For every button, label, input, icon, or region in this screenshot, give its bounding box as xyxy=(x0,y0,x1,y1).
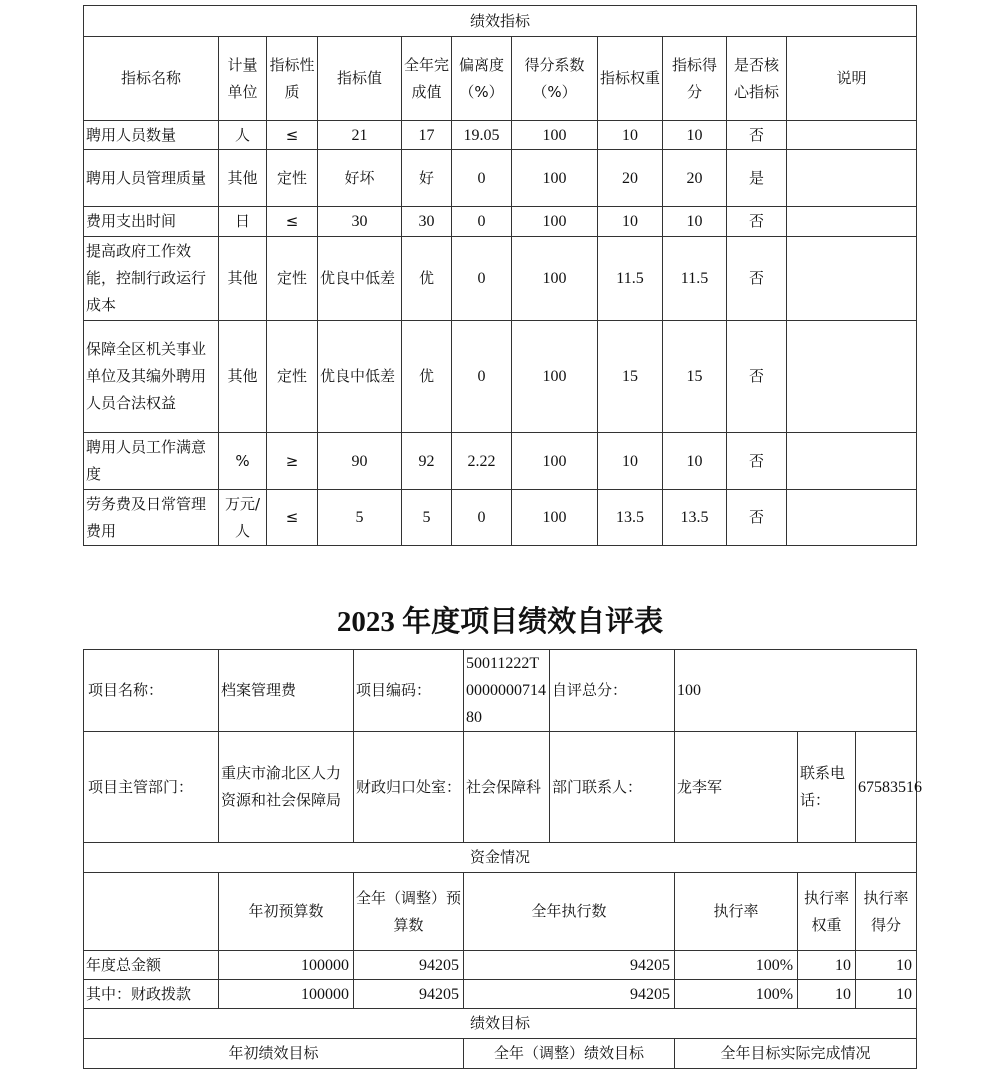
phone-number: 67583516 xyxy=(856,732,917,843)
table-cell: 保障全区机关事业单位及其编外聘用人员合法权益 xyxy=(84,321,219,433)
table-cell: 好 xyxy=(402,150,452,207)
table-cell: 30 xyxy=(318,207,402,237)
header-annual-execution: 全年执行数 xyxy=(464,873,675,951)
table-cell: ≤ xyxy=(267,490,318,546)
dept-label: 项目主管部门： xyxy=(84,732,219,843)
table-cell: 100 xyxy=(512,321,598,433)
header-execution-score: 执行率得分 xyxy=(856,873,917,951)
header-execution-weight: 执行率权重 xyxy=(798,873,856,951)
table-cell: 定性 xyxy=(267,150,318,207)
header-score-coefficient: 得分系数（%） xyxy=(512,37,598,121)
table-cell: 11.5 xyxy=(598,237,663,321)
table-cell: 100 xyxy=(512,433,598,490)
funds-row xyxy=(84,980,917,1009)
funds-cell: 94205 xyxy=(464,951,675,980)
table-cell: 100 xyxy=(512,237,598,321)
table-cell xyxy=(787,150,917,207)
header-is-core: 是否核心指标 xyxy=(727,37,787,121)
table-cell: 聘用人员管理质量 xyxy=(84,150,219,207)
table-cell: 其他 xyxy=(219,237,267,321)
table-cell: 优良中低差 xyxy=(318,321,402,433)
table-cell: 13.5 xyxy=(663,490,727,546)
funds-cell: 100% xyxy=(675,980,798,1009)
project-code-label: 项目编码： xyxy=(354,650,464,732)
funds-cell: 10 xyxy=(856,951,917,980)
funds-cell: 10 xyxy=(798,951,856,980)
table-cell: 11.5 xyxy=(663,237,727,321)
table-cell: 100 xyxy=(512,121,598,150)
header-initial-goal: 年初绩效目标 xyxy=(84,1039,464,1069)
funds-cell: 100000 xyxy=(219,951,354,980)
table-cell: 日 xyxy=(219,207,267,237)
goals-header-row xyxy=(84,1039,917,1069)
table-cell: 17 xyxy=(402,121,452,150)
table-cell: 10 xyxy=(598,207,663,237)
table-cell: 21 xyxy=(318,121,402,150)
table-row xyxy=(84,433,917,490)
table-cell: 万元/人 xyxy=(219,490,267,546)
performance-indicator-table xyxy=(83,5,917,546)
phone-label: 联系电话： xyxy=(798,732,856,843)
table-cell xyxy=(787,207,917,237)
table-cell: 好坏 xyxy=(318,150,402,207)
section-title-funds: 资金情况 xyxy=(84,843,917,873)
contact-person: 龙李军 xyxy=(675,732,798,843)
table-cell: 15 xyxy=(663,321,727,433)
table-cell: 5 xyxy=(318,490,402,546)
funds-cell: 94205 xyxy=(354,951,464,980)
header-initial-budget: 年初预算数 xyxy=(219,873,354,951)
table-cell: 10 xyxy=(663,121,727,150)
table-cell: 10 xyxy=(663,207,727,237)
table-row xyxy=(84,121,917,150)
dept-name: 重庆市渝北区人力资源和社会保障局 xyxy=(219,732,354,843)
table-cell: 100 xyxy=(512,207,598,237)
project-info-row xyxy=(84,650,917,732)
table-row xyxy=(84,207,917,237)
table-cell: 0 xyxy=(452,150,512,207)
contact-label: 部门联系人： xyxy=(550,732,675,843)
score-label: 自评总分： xyxy=(550,650,675,732)
header-annual-completion: 全年完成值 xyxy=(402,37,452,121)
table-cell: 0 xyxy=(452,237,512,321)
table-cell: 否 xyxy=(727,207,787,237)
funds-header-blank xyxy=(84,873,219,951)
table-cell: 10 xyxy=(663,433,727,490)
finance-office: 社会保障科 xyxy=(464,732,550,843)
table-row xyxy=(84,237,917,321)
header-score: 指标得分 xyxy=(663,37,727,121)
funds-row xyxy=(84,951,917,980)
department-info-row xyxy=(84,732,917,843)
table-cell: 其他 xyxy=(219,150,267,207)
table-cell: 0 xyxy=(452,490,512,546)
table-cell: 优 xyxy=(402,237,452,321)
table-cell xyxy=(787,433,917,490)
funds-cell: 100000 xyxy=(219,980,354,1009)
table-cell: 提高政府工作效能，控制行政运行成本 xyxy=(84,237,219,321)
table-cell: 否 xyxy=(727,433,787,490)
header-adjusted-goal: 全年（调整）绩效目标 xyxy=(464,1039,675,1069)
table-cell: 否 xyxy=(727,321,787,433)
table-cell: 20 xyxy=(663,150,727,207)
table-cell: 否 xyxy=(727,490,787,546)
header-deviation: 偏离度（%） xyxy=(452,37,512,121)
table-cell: 19.05 xyxy=(452,121,512,150)
table-cell: 聘用人员数量 xyxy=(84,121,219,150)
header-actual-completion: 全年目标实际完成情况 xyxy=(675,1039,917,1069)
funds-cell: 100% xyxy=(675,951,798,980)
funds-cell: 94205 xyxy=(354,980,464,1009)
table-cell: 否 xyxy=(727,121,787,150)
table-cell: 定性 xyxy=(267,237,318,321)
table-cell: ≥ xyxy=(267,433,318,490)
page-title: 2023 年度项目绩效自评表 xyxy=(336,606,664,638)
table-row xyxy=(84,150,917,207)
header-unit: 计量单位 xyxy=(219,37,267,121)
funds-cell: 94205 xyxy=(464,980,675,1009)
table-cell: ≤ xyxy=(267,207,318,237)
table-cell: 是 xyxy=(727,150,787,207)
table-cell: 100 xyxy=(512,150,598,207)
header-notes: 说明 xyxy=(787,37,917,121)
header-weight: 指标权重 xyxy=(598,37,663,121)
table-cell: ≤ xyxy=(267,121,318,150)
table-cell: 15 xyxy=(598,321,663,433)
header-indicator-value: 指标值 xyxy=(318,37,402,121)
header-adjusted-budget: 全年（调整）预算数 xyxy=(354,873,464,951)
table-cell: 劳务费及日常管理费用 xyxy=(84,490,219,546)
section-title-indicators: 绩效指标 xyxy=(84,6,917,37)
table-cell: 90 xyxy=(318,433,402,490)
table-cell: 100 xyxy=(512,490,598,546)
header-indicator-name: 指标名称 xyxy=(84,37,219,121)
table-cell: 0 xyxy=(452,321,512,433)
funds-cell: 10 xyxy=(856,980,917,1009)
table-cell: 优良中低差 xyxy=(318,237,402,321)
table-cell xyxy=(787,121,917,150)
project-name-label: 项目名称： xyxy=(84,650,219,732)
table-cell: 聘用人员工作满意度 xyxy=(84,433,219,490)
section-title-goals: 绩效目标 xyxy=(84,1009,917,1039)
table-cell: 定性 xyxy=(267,321,318,433)
project-self-evaluation-table xyxy=(83,649,923,1069)
table-cell: 10 xyxy=(598,433,663,490)
table-row xyxy=(84,321,917,433)
table-cell xyxy=(787,237,917,321)
project-code: 50011222T000000071480 xyxy=(464,650,550,732)
table-cell: 5 xyxy=(402,490,452,546)
funds-header-row xyxy=(84,873,917,951)
table-cell: 20 xyxy=(598,150,663,207)
table-cell: 否 xyxy=(727,237,787,321)
table-cell: % xyxy=(219,433,267,490)
table-cell: 10 xyxy=(598,121,663,150)
funds-row-label: 年度总金额 xyxy=(84,951,219,980)
table-cell: 人 xyxy=(219,121,267,150)
table-cell: 2.22 xyxy=(452,433,512,490)
table-header-row xyxy=(84,37,917,121)
table-cell: 其他 xyxy=(219,321,267,433)
table-cell xyxy=(787,490,917,546)
header-nature: 指标性质 xyxy=(267,37,318,121)
table-cell: 费用支出时间 xyxy=(84,207,219,237)
table-cell: 13.5 xyxy=(598,490,663,546)
self-evaluation-score: 100 xyxy=(675,650,917,732)
table-row xyxy=(84,490,917,546)
table-cell xyxy=(787,321,917,433)
project-name: 档案管理费 xyxy=(219,650,354,732)
funds-row-label: 其中：财政拨款 xyxy=(84,980,219,1009)
table-cell: 0 xyxy=(452,207,512,237)
header-execution-rate: 执行率 xyxy=(675,873,798,951)
finance-office-label: 财政归口处室： xyxy=(354,732,464,843)
funds-cell: 10 xyxy=(798,980,856,1009)
table-cell: 30 xyxy=(402,207,452,237)
table-cell: 92 xyxy=(402,433,452,490)
table-cell: 优 xyxy=(402,321,452,433)
